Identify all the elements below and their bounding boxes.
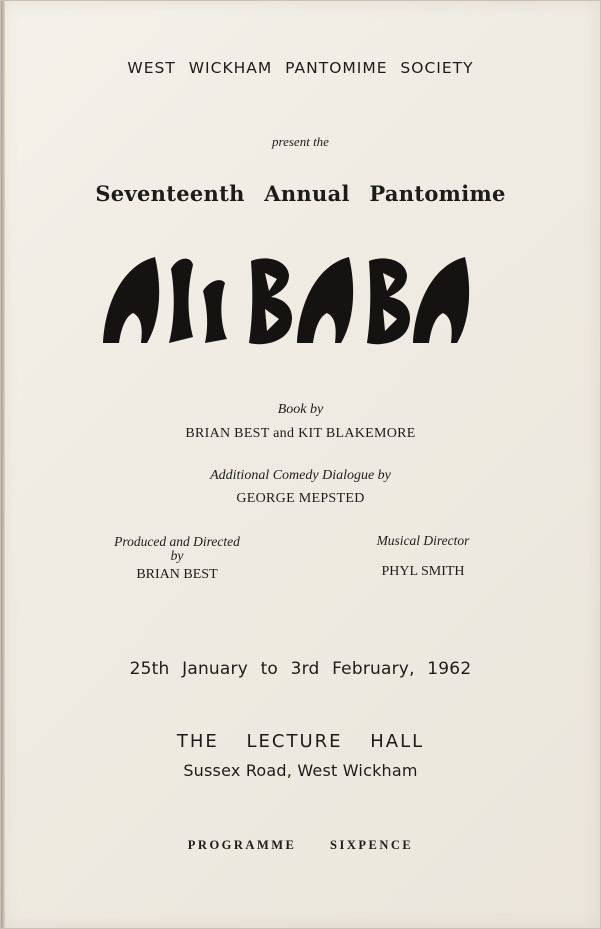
dialogue-writer: GEORGE MEPSTED (236, 491, 365, 506)
musical-director-label: Musical Director (376, 533, 470, 548)
annual-pantomime-heading: Seventeenth Annual Pantomime (95, 181, 506, 206)
musical-director-name: PHYL SMITH (381, 564, 465, 579)
book-by-label: Book by (277, 402, 324, 417)
produced-label-line1: Produced and Directed (114, 534, 240, 549)
venue-address: Sussex Road, West Wickham (183, 761, 418, 780)
produced-label-line2: by (170, 548, 184, 563)
society-name: WEST WICKHAM PANTOMIME SOCIETY (127, 59, 474, 77)
authors: BRIAN BEST and KIT BLAKEMORE (185, 426, 416, 441)
present-line: present the (272, 134, 329, 149)
programme-price: PROGRAMME SIXPENCE (187, 838, 414, 852)
produced-directed-label (97, 535, 257, 563)
additional-dialogue-label: Additional Comedy Dialogue by (210, 468, 391, 483)
venue-name: THE LECTURE HALL (176, 731, 425, 752)
ali-baba-title-logo (101, 251, 491, 351)
producer-name: BRIAN BEST (136, 567, 218, 582)
performance-dates: 25th January to 3rd February, 1962 (129, 659, 472, 679)
